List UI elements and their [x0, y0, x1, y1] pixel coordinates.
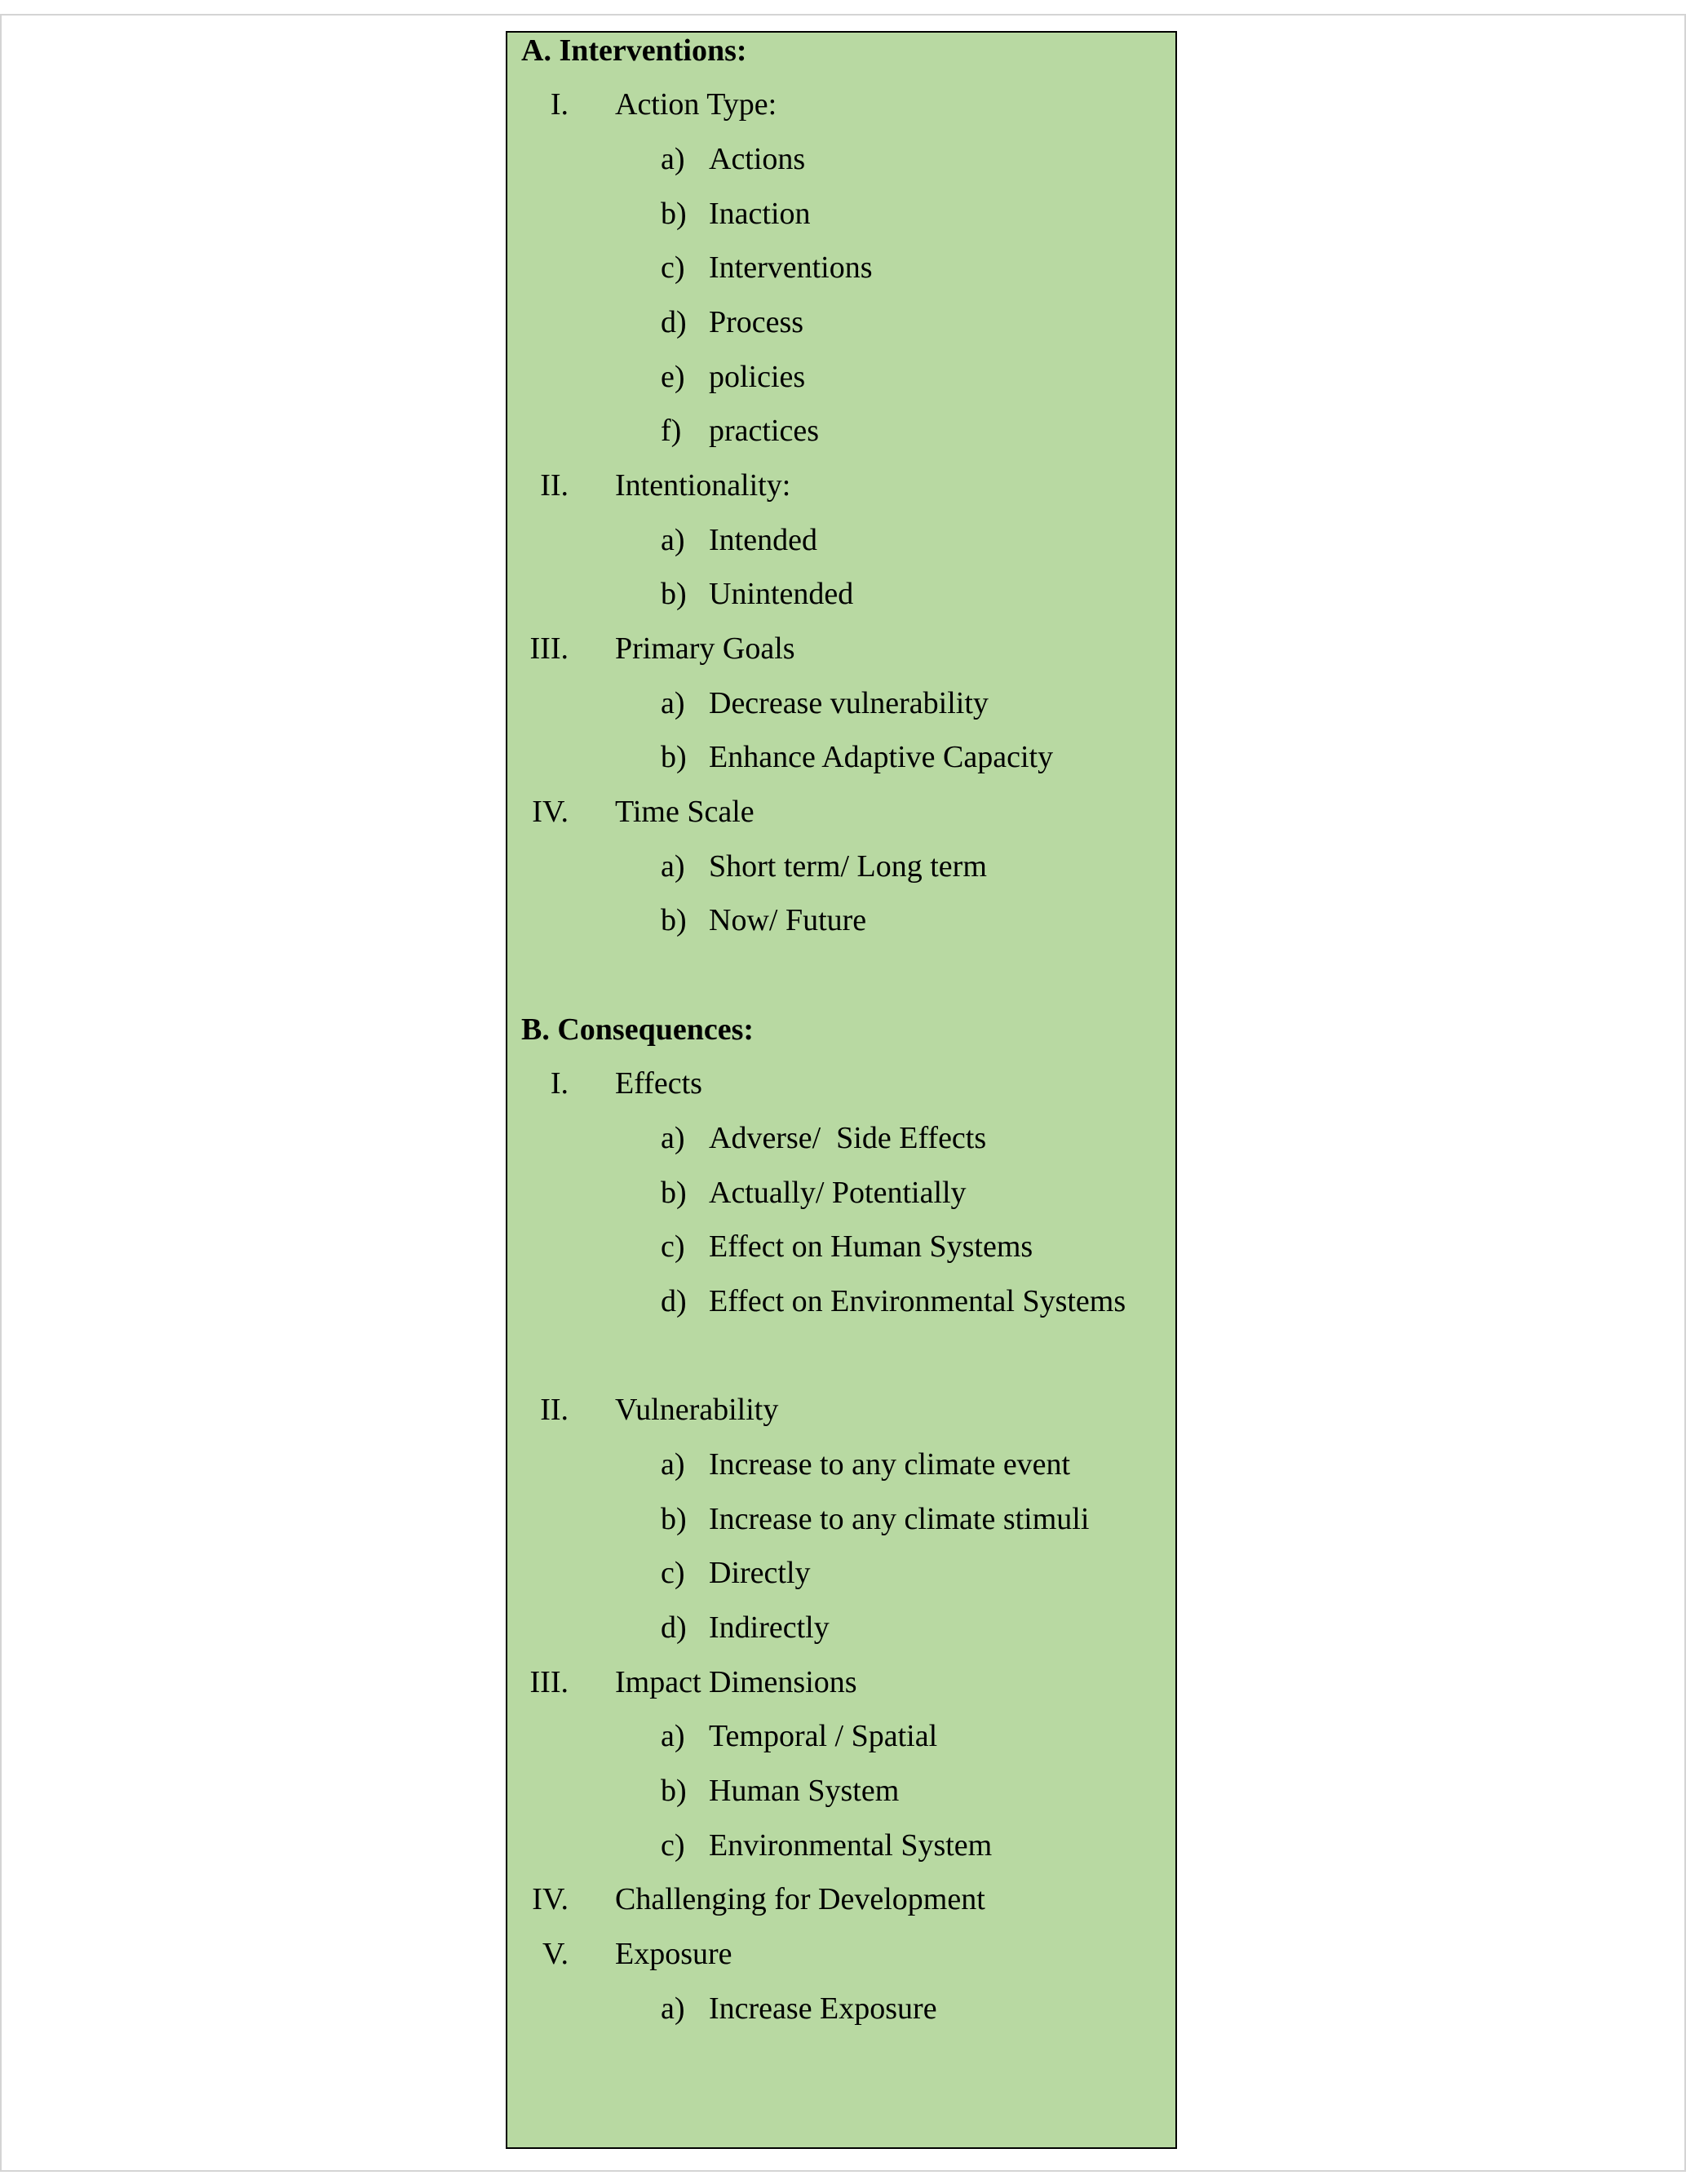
item-marker: c) — [661, 250, 685, 285]
section-heading-consequences: B. Consequences: — [521, 1012, 754, 1047]
item-label: Now/ Future — [709, 903, 867, 937]
item-marker: d) — [661, 1610, 687, 1645]
item-label: Human System — [709, 1774, 900, 1808]
group-marker: II. — [540, 468, 569, 503]
group-marker: III. — [529, 631, 569, 666]
group-marker: IV. — [532, 1882, 569, 1916]
item-marker: d) — [661, 1284, 687, 1318]
item-label: Adverse/ Side Effects — [709, 1121, 987, 1155]
item-marker: a) — [661, 523, 685, 557]
item-marker: b) — [661, 1502, 687, 1536]
group-marker: III. — [529, 1665, 569, 1699]
item-label: Short term/ Long term — [709, 849, 987, 884]
group-marker: V. — [542, 1937, 569, 1971]
group-marker: IV. — [532, 795, 569, 829]
group-label-primary-goals: Primary Goals — [615, 631, 795, 666]
group-label-effects: Effects — [615, 1066, 702, 1101]
item-label: Effect on Environmental Systems — [709, 1284, 1126, 1318]
item-marker: b) — [661, 197, 687, 231]
group-label-impact-dimensions: Impact Dimensions — [615, 1665, 857, 1699]
item-label: Effect on Human Systems — [709, 1229, 1033, 1264]
item-marker: a) — [661, 1121, 685, 1155]
item-label: Environmental System — [709, 1828, 993, 1863]
item-marker: f) — [661, 414, 682, 448]
item-label: Interventions — [709, 250, 873, 285]
item-marker: b) — [661, 1176, 687, 1210]
item-marker: b) — [661, 1774, 687, 1808]
item-label: Process — [709, 305, 804, 339]
item-label: Increase Exposure — [709, 1991, 937, 2026]
item-label: Actually/ Potentially — [709, 1176, 967, 1210]
item-label: policies — [709, 360, 806, 394]
item-marker: d) — [661, 305, 687, 339]
item-marker: b) — [661, 903, 687, 937]
item-marker: b) — [661, 577, 687, 611]
item-marker: a) — [661, 142, 685, 176]
item-marker: a) — [661, 686, 685, 720]
item-marker: c) — [661, 1229, 685, 1264]
group-marker: I. — [550, 87, 569, 122]
item-label: Actions — [709, 142, 806, 176]
item-label: Unintended — [709, 577, 854, 611]
group-marker: II. — [540, 1393, 569, 1427]
group-label-time-scale: Time Scale — [615, 795, 754, 829]
group-label-intentionality: Intentionality: — [615, 468, 791, 503]
item-marker: b) — [661, 740, 687, 774]
item-marker: a) — [661, 849, 685, 884]
item-marker: c) — [661, 1828, 685, 1863]
item-marker: a) — [661, 1447, 685, 1482]
item-label: Intended — [709, 523, 817, 557]
item-label: Temporal / Spatial — [709, 1719, 938, 1753]
item-marker: a) — [661, 1991, 685, 2026]
item-label: practices — [709, 414, 820, 448]
group-label-vulnerability: Vulnerability — [615, 1393, 779, 1427]
item-marker: a) — [661, 1719, 685, 1753]
item-label: Inaction — [709, 197, 811, 231]
item-label: Enhance Adaptive Capacity — [709, 740, 1054, 774]
item-label: Increase to any climate event — [709, 1447, 1071, 1482]
item-label: Increase to any climate stimuli — [709, 1502, 1090, 1536]
item-label: Directly — [709, 1556, 811, 1590]
group-label-challenging-for-development: Challenging for Development — [615, 1882, 985, 1916]
group-label-action-type: Action Type: — [615, 87, 777, 122]
item-label: Indirectly — [709, 1610, 830, 1645]
item-label: Decrease vulnerability — [709, 686, 989, 720]
group-label-exposure: Exposure — [615, 1937, 732, 1971]
item-marker: c) — [661, 1556, 685, 1590]
section-heading-interventions: A. Interventions: — [521, 33, 747, 68]
item-marker: e) — [661, 360, 685, 394]
group-marker: I. — [550, 1066, 569, 1101]
